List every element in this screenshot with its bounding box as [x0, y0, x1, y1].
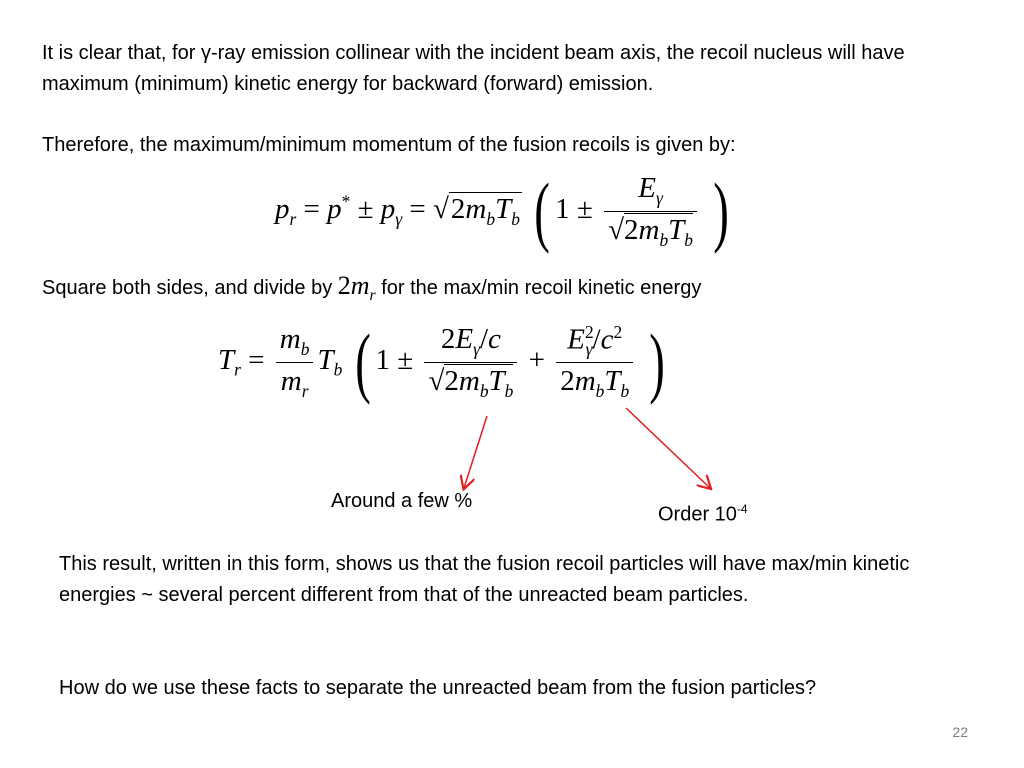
- square-instruction-after: for the max/min recoil kinetic energy: [381, 277, 702, 299]
- result-paragraph: This result, written in this form, shows us that the fusion recoil particles will have max/min kinetic energies ~ several percent different from that of the unreacted beam particles.: [59, 553, 910, 606]
- question-paragraph: How do we use these facts to separate the unreacted beam from the fusion particles?: [59, 677, 817, 699]
- divisor-expression: $2m_r$: [337, 271, 376, 305]
- label-order-base: Order 10: [658, 503, 737, 526]
- square-instruction: [42, 270, 982, 311]
- arrow-to-order: [626, 408, 710, 488]
- label-order: [658, 494, 748, 531]
- momentum-equation: $p_r = p^* \pm p_\gamma = √2m_bT_b$ ( 1 ± $\frac{E_\gamma}{√2m_bT_b}$ ): [275, 167, 730, 255]
- arrow-to-few-percent: [464, 416, 487, 488]
- intro-paragraph: It is clear that, for γ-ray emission collinear with the incident beam axis, the recoil nucleus will have maximum (minimum) kinetic energy for backward (forward) emission.: [42, 42, 905, 95]
- label-order-exponent: -4: [736, 502, 748, 516]
- kinetic-energy-equation: $T_r$ = $\frac{m_b}{m_r}$ $T_b$ ( 1 ± $\frac{2E_\gamma/c}{√2m_bT_b}$ + $\frac{E^2_\gamma/c^2}{2m_bT_b}$ ): [218, 318, 666, 406]
- square-instruction-before: Square both sides, and divide by: [42, 277, 333, 299]
- page-number: 22: [952, 724, 968, 740]
- momentum-intro: Therefore, the maximum/minimum momentum of the fusion recoils is given by:: [42, 134, 736, 156]
- label-few-percent: Around a few %: [331, 490, 473, 512]
